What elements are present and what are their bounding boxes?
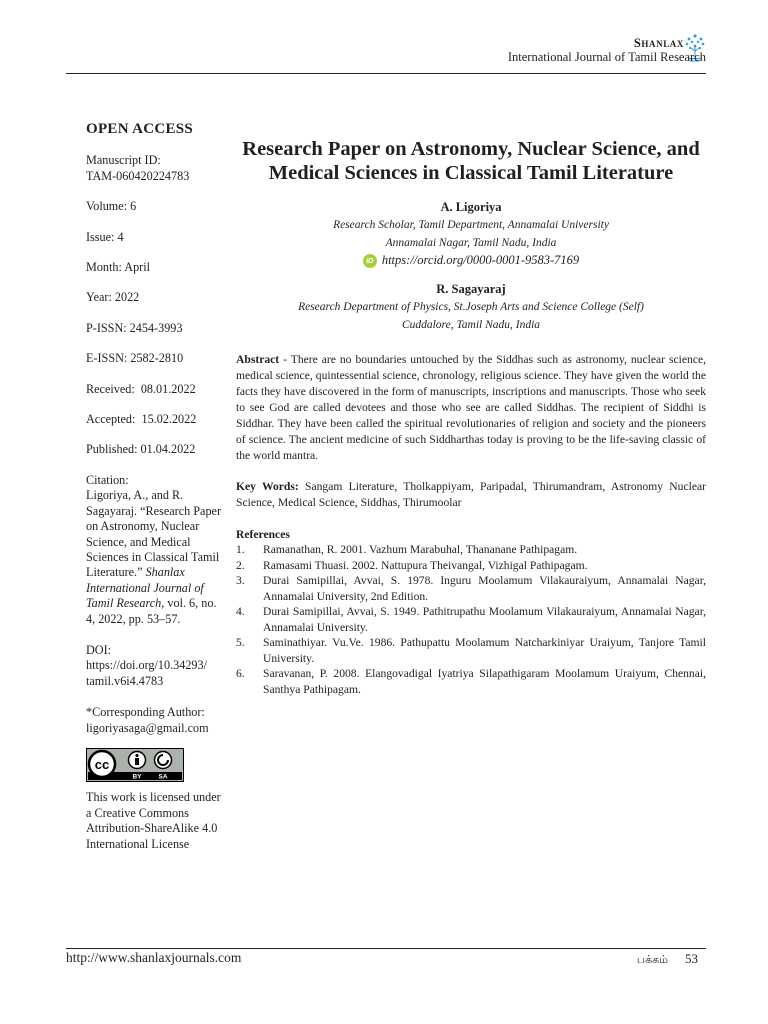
author-affiliation: Research Department of Physics, St.Joseph Arts and Science College (Self) <box>298 301 644 313</box>
author-block-2 <box>236 281 706 334</box>
cc-by-sa-license-icon[interactable] <box>86 748 184 782</box>
citation-label: Citation: <box>86 472 129 487</box>
journal-name: International Journal of Tamil Research <box>507 50 706 64</box>
reference-number: 1. <box>236 543 245 556</box>
reference-text: Durai Samipillai, Avvai, S. 1978. Inguru Moolamum Vilakauraiyum, Annamalai Nagar, Annamalai University, 2nd Edition. <box>263 574 706 603</box>
year: Year: 2022 <box>86 290 140 305</box>
page-label: பக்கம் <box>636 953 668 966</box>
orcid-link[interactable]: https://orcid.org/0000-0001-9583-7169 <box>381 253 580 267</box>
references-list <box>236 542 706 697</box>
license-text: This work is licensed under a Creative Commons Attribution-ShareAlike 4.0 International License <box>86 790 221 851</box>
journal-website-link[interactable]: http://www.shanlaxjournals.com <box>66 950 242 965</box>
abstract <box>236 352 706 464</box>
author-location: Cuddalore, Tamil Nadu, India <box>401 318 541 331</box>
month: Month: April <box>86 260 150 275</box>
page-header <box>66 30 706 74</box>
author-name: A. Ligoriya <box>440 200 502 214</box>
article-body <box>236 138 706 697</box>
issue: Issue: 4 <box>86 229 124 244</box>
corresponding-author <box>86 705 226 736</box>
page-number: 53 <box>685 951 698 966</box>
abstract-label: Abstract <box>236 353 280 366</box>
received-date: Received: 08.01.2022 <box>86 381 196 396</box>
published-date: Published: 01.04.2022 <box>86 442 196 457</box>
reference-item <box>236 558 706 574</box>
citation-text: Ligoriya, A., and R. Sagayaraj. “Research Paper on Astronomy, Nuclear Science, and Medical Sciences in Classical Tamil Literature.” <box>86 488 222 580</box>
corresponding-email[interactable]: ligoriyasaga@gmail.com <box>86 720 209 735</box>
article-info-sidebar <box>86 122 226 852</box>
reference-number: 2. <box>236 558 245 572</box>
doi <box>86 643 226 689</box>
reference-number: 3. <box>236 574 245 587</box>
author-block-1 <box>236 199 706 269</box>
author-location: Annamalai Nagar, Tamil Nadu, India <box>385 236 557 249</box>
manuscript-id: Manuscript ID: TAM-060420224783 <box>86 153 190 183</box>
cc-by-label: BY <box>132 773 142 781</box>
keywords <box>236 479 706 511</box>
keywords-text: Sangam Literature, Tholkappiyam, Paripadal, Thirumandram, Astronomy Nuclear Science, Medical Science, Siddhas, Thirumoolar <box>236 480 706 509</box>
citation-journal: Shanlax International Journal of Tamil Research <box>86 565 204 611</box>
reference-item <box>236 635 706 666</box>
reference-number: 5. <box>236 636 245 649</box>
reference-item <box>236 666 706 697</box>
reference-text: Durai Samipillai, Avvai, S. 1949. Pathitrupathu Moolamum Vilakauraiyum, Annamalai Nagar, Annamalai University. <box>263 605 706 634</box>
abstract-text: - There are no boundaries untouched by the Siddhas such as astronomy, nuclear science, medical science, quintessential science, chronology, religious science. They have given the world the facts they have discovered in the form of manuscripts, inscriptions and manuscripts. Those who seek to see God are called devotees and those who see are called Siddhas. The recipient of Siddhi is Siddhar. They have been called the spiritual revolutionaries of religion and society and the pioneers of science. The ancient medicine of such Siddharthas today is proving to be the life-saving classic of the world mantra. <box>236 353 706 462</box>
corresponding-label: *Corresponding Author: <box>86 705 205 720</box>
open-access-label: OPEN ACCESS <box>86 121 194 137</box>
reference-text: Saminathiyar. Vu.Ve. 1986. Pathupattu Moolamum Natcharkiniyar Uraiyum, Tanjore Tamil University. <box>263 636 706 665</box>
author-name: R. Sagayaraj <box>436 282 506 296</box>
references-heading: References <box>236 528 290 541</box>
publisher-brand: Shanlax <box>633 36 684 50</box>
reference-text: Ramanathan, R. 2001. Vazhum Marabuhal, Thananane Pathipagam. <box>263 543 578 556</box>
reference-text: Ramasami Thuasi. 2002. Nattupura Theivangal, Vizhigal Pathipagam. <box>263 558 588 572</box>
page-footer <box>66 948 706 966</box>
paper-title: Research Paper on Astronomy, Nuclear Science, and Medical Sciences in Classical Tamil Literature <box>242 138 700 184</box>
volume: Volume: 6 <box>86 199 137 214</box>
reference-text: Saravanan, P. 2008. Elangovadigal Iyatriya Silapathigaram Moolamum Uraiyum, Chennai, Santhya Pathipagam. <box>263 667 706 696</box>
orcid-icon: iD <box>363 254 377 268</box>
reference-item <box>236 573 706 604</box>
keywords-label: Key Words: <box>236 480 299 493</box>
reference-item <box>236 604 706 635</box>
doi-label: DOI: <box>86 642 112 657</box>
svg-text:cc: cc <box>94 756 110 772</box>
reference-number: 6. <box>236 667 245 680</box>
p-issn: P-ISSN: 2454-3993 <box>86 320 183 335</box>
reference-number: 4. <box>236 605 245 618</box>
doi-link[interactable]: https://doi.org/10.34293/ tamil.v6i4.4783 <box>86 658 207 688</box>
reference-item <box>236 542 706 558</box>
e-issn: E-ISSN: 2582-2810 <box>86 351 184 366</box>
citation-tail: , vol. 6, no. 4, 2022, pp. 53–57. <box>86 596 217 626</box>
citation <box>86 473 226 627</box>
author-affiliation: Research Scholar, Tamil Department, Annamalai University <box>333 219 609 231</box>
orcid-row <box>236 252 706 269</box>
cc-sa-label: SA <box>158 773 168 781</box>
accepted-date: Accepted: 15.02.2022 <box>86 412 197 427</box>
